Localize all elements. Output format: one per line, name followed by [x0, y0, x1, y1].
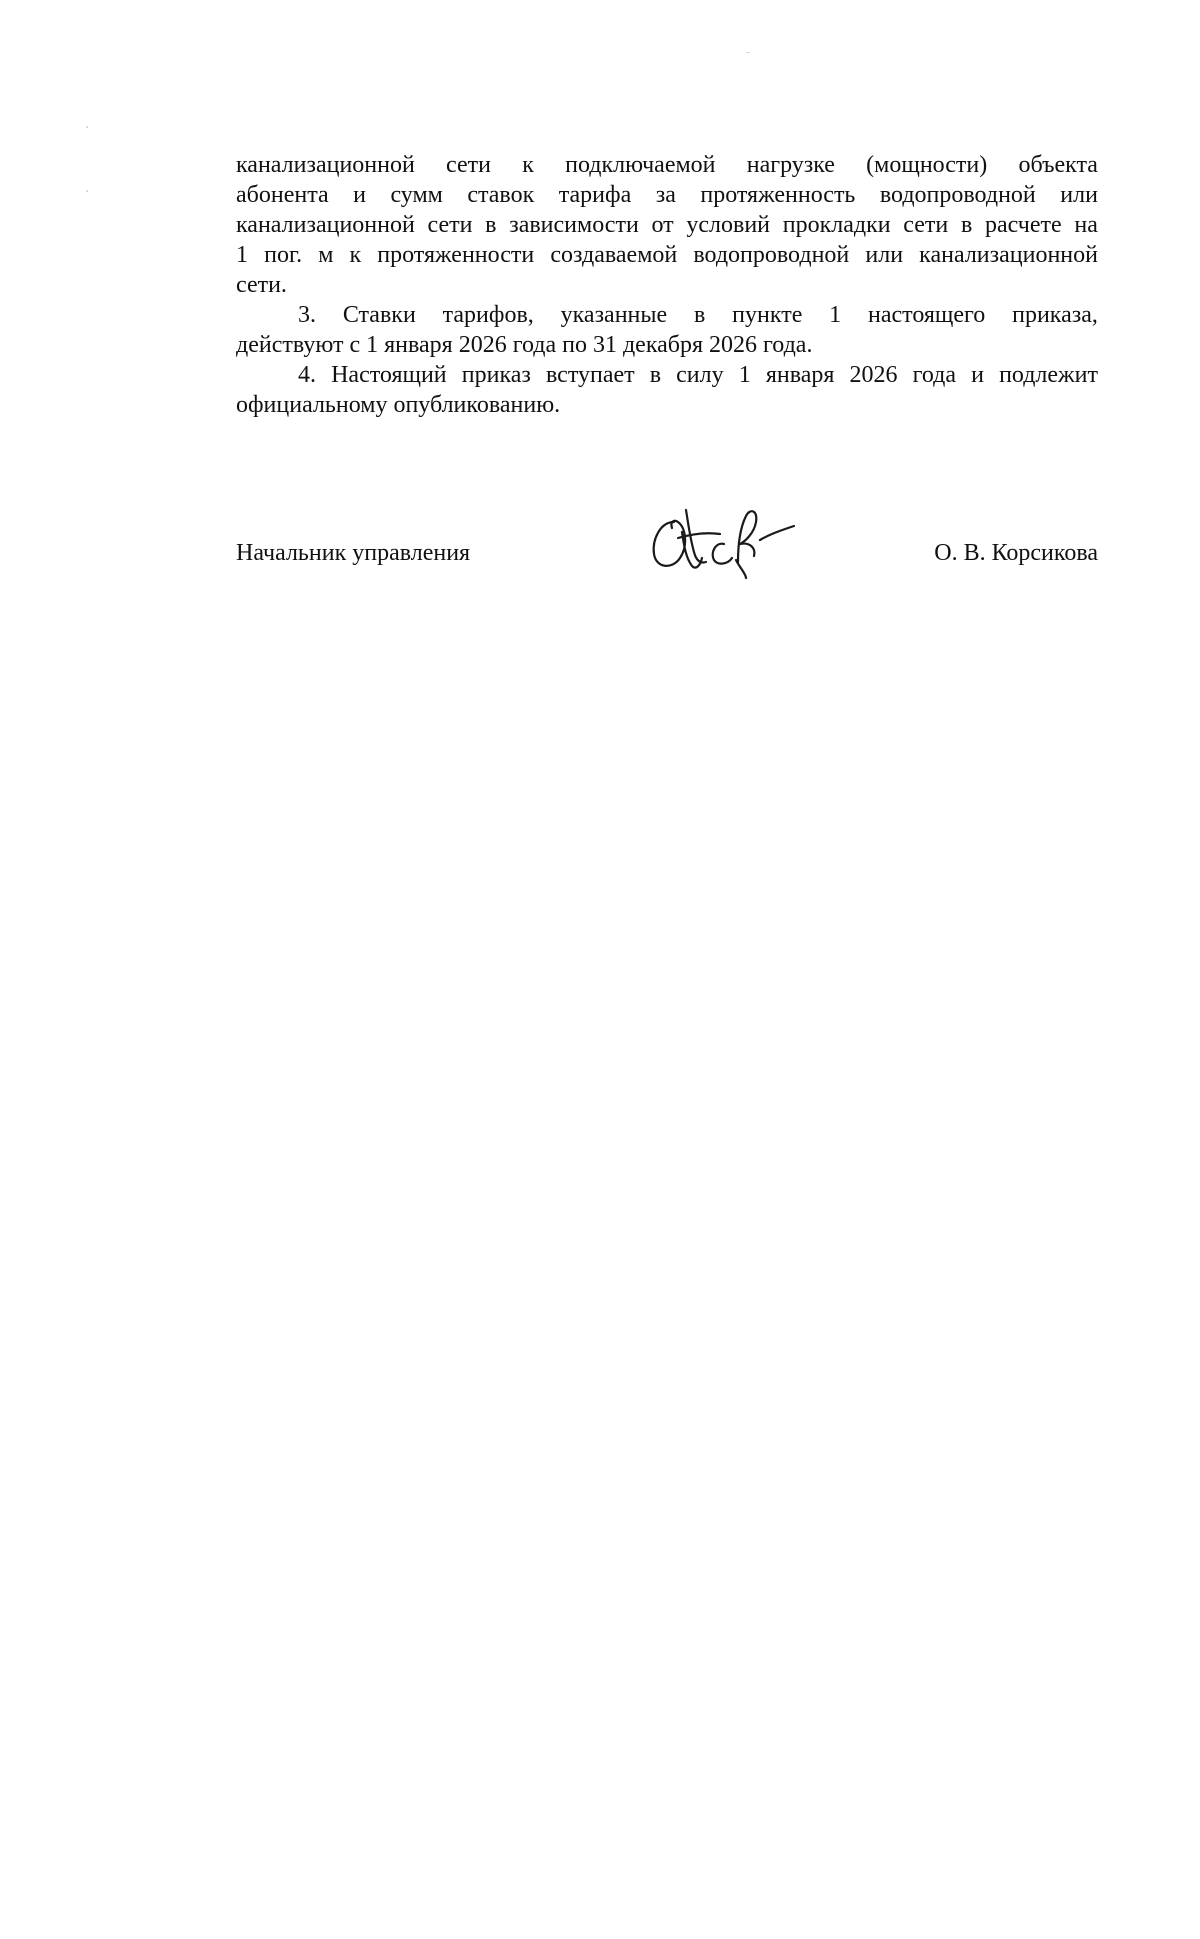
word: и	[353, 182, 366, 208]
word: сети	[903, 212, 949, 238]
word: протяженность	[700, 182, 856, 208]
item-3-last-line: действуют с 1 января 2026 года по 31 декабря 2026 года.	[236, 332, 813, 358]
word: 2026	[849, 362, 898, 388]
word: сумм	[390, 182, 443, 208]
word: абонента	[236, 182, 329, 208]
word: канализационной	[236, 212, 415, 238]
word: сети	[427, 212, 473, 238]
word: к	[349, 242, 362, 268]
word: января	[765, 362, 835, 388]
handwritten-signature-icon	[634, 492, 804, 582]
word: канализационной	[236, 152, 415, 178]
word: от	[651, 212, 674, 238]
word: за	[655, 182, 676, 208]
word: 1	[829, 302, 842, 328]
word: вступает	[545, 362, 635, 388]
item-number: 4.	[298, 362, 316, 388]
word: в	[960, 212, 973, 238]
word: объекта	[1018, 152, 1098, 178]
word: 1	[236, 242, 248, 268]
word: и	[971, 362, 984, 388]
signer-name: О. В. Корсикова	[934, 540, 1098, 566]
word: приказ	[461, 362, 531, 388]
word: подлежит	[999, 362, 1098, 388]
word: пог.	[264, 242, 303, 268]
word: Ставки	[342, 302, 416, 328]
word: подключаемой	[565, 152, 716, 178]
word: в	[649, 362, 662, 388]
signature-block	[236, 538, 1098, 578]
word: 1	[738, 362, 751, 388]
word: (мощности)	[866, 152, 988, 178]
word: в	[485, 212, 497, 238]
word: водопроводной	[693, 242, 850, 268]
paragraph-line	[236, 210, 1098, 240]
word: водопроводной	[879, 182, 1036, 208]
item-4-line	[236, 360, 1098, 390]
word: Настоящий	[331, 362, 447, 388]
word: нагрузке	[746, 152, 835, 178]
word: тарифа	[558, 182, 632, 208]
word: настоящего	[868, 302, 986, 328]
word: на	[1074, 212, 1098, 238]
word: к	[522, 152, 534, 178]
paragraph-line	[236, 240, 1098, 270]
word: м	[318, 242, 334, 268]
item-4-last-line: официальному опубликованию.	[236, 392, 561, 418]
word: в	[694, 302, 706, 328]
item-number: 3.	[298, 302, 316, 328]
document-body	[236, 150, 1098, 420]
word: создаваемой	[550, 242, 678, 268]
word: или	[865, 242, 904, 268]
word: условий	[686, 212, 771, 238]
paragraph-last-line: сети.	[236, 272, 287, 298]
paragraph-line	[236, 180, 1098, 210]
word: расчете	[984, 212, 1062, 238]
paragraph-line	[236, 150, 1098, 180]
scan-speck	[86, 126, 88, 128]
word: канализационной	[919, 242, 1098, 268]
word: прокладки	[782, 212, 891, 238]
scan-speck	[746, 52, 750, 53]
word: указанные	[560, 302, 668, 328]
word: зависимости	[509, 212, 639, 238]
item-3-line	[236, 300, 1098, 330]
word: тарифов,	[442, 302, 534, 328]
word: сети	[446, 152, 491, 178]
word: приказа,	[1012, 302, 1098, 328]
word: силу	[676, 362, 724, 388]
word: или	[1060, 182, 1098, 208]
scan-speck	[86, 190, 88, 192]
word: пункте	[732, 302, 803, 328]
word: протяженности	[377, 242, 535, 268]
position-title: Начальник управления	[236, 540, 471, 566]
word: ставок	[467, 182, 535, 208]
word: года	[912, 362, 957, 388]
